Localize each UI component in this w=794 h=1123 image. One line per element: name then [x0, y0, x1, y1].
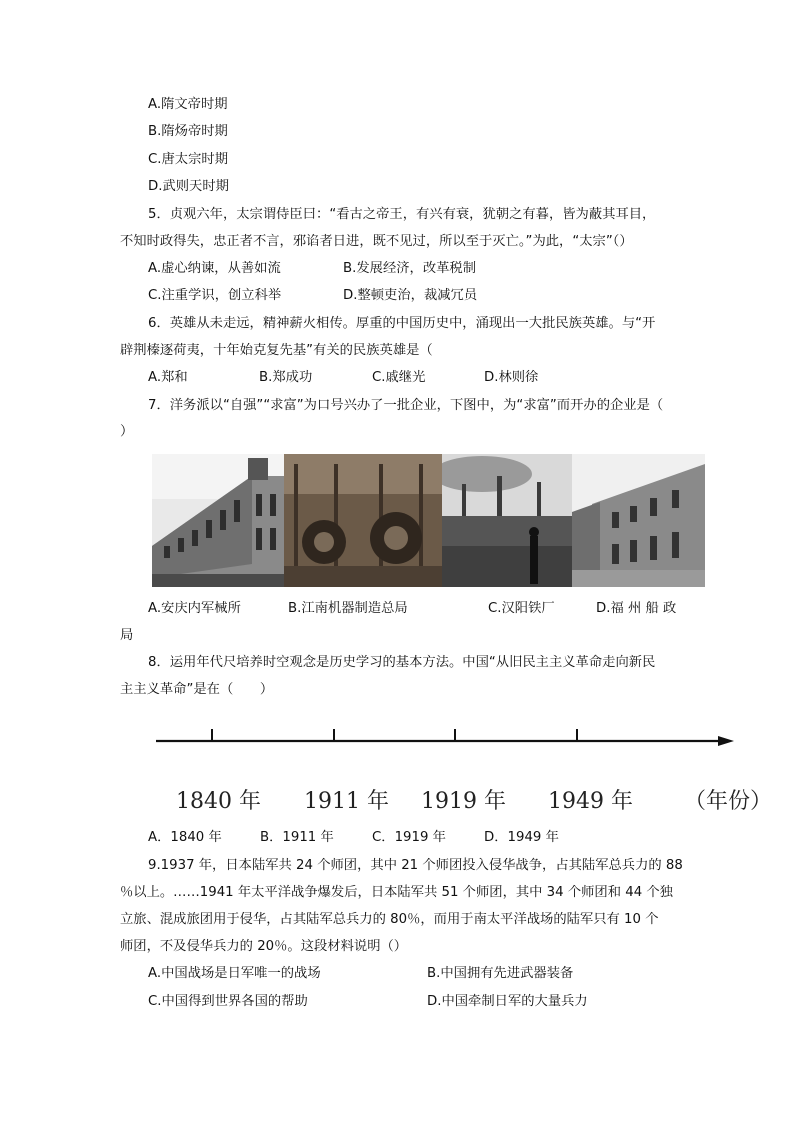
q6-option-d: D.林则徐 — [484, 370, 539, 385]
q5-option-a: A.虚心纳谏，从善如流 — [148, 261, 281, 276]
q4-option-a: A.隋文帝时期 — [148, 97, 228, 112]
q7-option-d-wrap: 局 — [120, 628, 134, 643]
q4-option-c: C.唐太宗时期 — [148, 152, 228, 167]
q7-option-c: C.汉阳铁厂 — [488, 601, 555, 616]
q6-stem-line2: 辟荆榛逐荷夷，十年始克复先基”有关的民族英雄是（ — [120, 343, 433, 358]
q7-stem-line1: 7．洋务派以“自强”“求富”为口号兴办了一批企业，下图中，为“求富”而开办的企业是（ — [148, 398, 664, 413]
q4-option-b: B.隋炀帝时期 — [148, 124, 228, 139]
photo-hanyang-ironworks — [442, 454, 572, 587]
q9-option-d: D.中国牵制日军的大量兵力 — [427, 994, 588, 1009]
timeline-unit-label: （年份） — [684, 789, 773, 814]
q6-option-c: C.戚继光 — [372, 370, 426, 385]
q6-option-a: A.郑和 — [148, 370, 188, 385]
q8-option-a: A．1840 年 — [148, 830, 222, 845]
q7-option-a: A.安庆内军械所 — [148, 601, 241, 616]
q6-option-b: B.郑成功 — [259, 370, 313, 385]
timeline-label-1919: 1919 年 — [421, 789, 506, 814]
q8-option-c: C．1919 年 — [372, 830, 446, 845]
q7-option-d: D.福 州 船 政 — [596, 601, 677, 616]
q8-option-b: B．1911 年 — [260, 830, 334, 845]
timeline-label-1949: 1949 年 — [548, 789, 633, 814]
timeline-label-1840: 1840 年 — [176, 789, 261, 814]
q5-stem-line2: 不知时政得失，忠正者不言，邪谄者日进，既不见过，所以至于灭亡。”为此，“太宗”（） — [120, 234, 633, 249]
q5-option-d: D.整顿吏治，裁减冗员 — [343, 288, 478, 303]
q4-option-d: D.武则天时期 — [148, 179, 229, 194]
photo-fuzhou-navy-yard — [572, 454, 705, 587]
q9-stem-line3: 立旅、混成旅团用于侵华，占其陆军总兵力的 80％，而用于南太平洋战场的陆军只有 10 个 — [120, 912, 659, 927]
q8-option-d: D．1949 年 — [484, 830, 559, 845]
photo-jiangnan-arsenal — [284, 454, 442, 587]
timeline-axis — [150, 728, 740, 754]
q9-stem-line1: 9.1937 年，日本陆军共 24 个师团，其中 21 个师团投入侵华战争，占其陆军总兵力的 88 — [148, 858, 683, 873]
q6-stem-line1: 6．英雄从未走远，精神薪火相传。厚重的中国历史中，涌现出一大批民族英雄。与“开 — [148, 316, 656, 331]
q9-option-a: A.中国战场是日军唯一的战场 — [148, 966, 321, 981]
q9-option-b: B.中国拥有先进武器装备 — [427, 966, 574, 981]
photo-anqing-arsenal — [152, 454, 284, 587]
q7-option-b: B.江南机器制造总局 — [288, 601, 408, 616]
q7-stem-line2: ） — [120, 424, 134, 439]
q8-stem-line1: 8．运用年代尺培养时空观念是历史学习的基本方法。中国“从旧民主主义革命走向新民 — [148, 655, 656, 670]
q9-stem-line4: 师团，不及侵华兵力的 20％。这段材料说明（） — [120, 939, 408, 954]
q5-option-c: C.注重学识，创立科举 — [148, 288, 282, 303]
q9-option-c: C.中国得到世界各国的帮助 — [148, 994, 308, 1009]
timeline-label-1911: 1911 年 — [304, 789, 389, 814]
q9-stem-line2: ％以上。……1941 年太平洋战争爆发后，日本陆军共 51 个师团，其中 34 个师团和 44 个独 — [120, 885, 673, 900]
q8-stem-line2: 主主义革命”是在（ ） — [120, 682, 274, 697]
q5-option-b: B.发展经济，改革税制 — [343, 261, 477, 276]
q5-stem-line1: 5．贞观六年，太宗谓侍臣曰：“看古之帝王，有兴有衰，犹朝之有暮，皆为蔽其耳目， — [148, 207, 656, 222]
